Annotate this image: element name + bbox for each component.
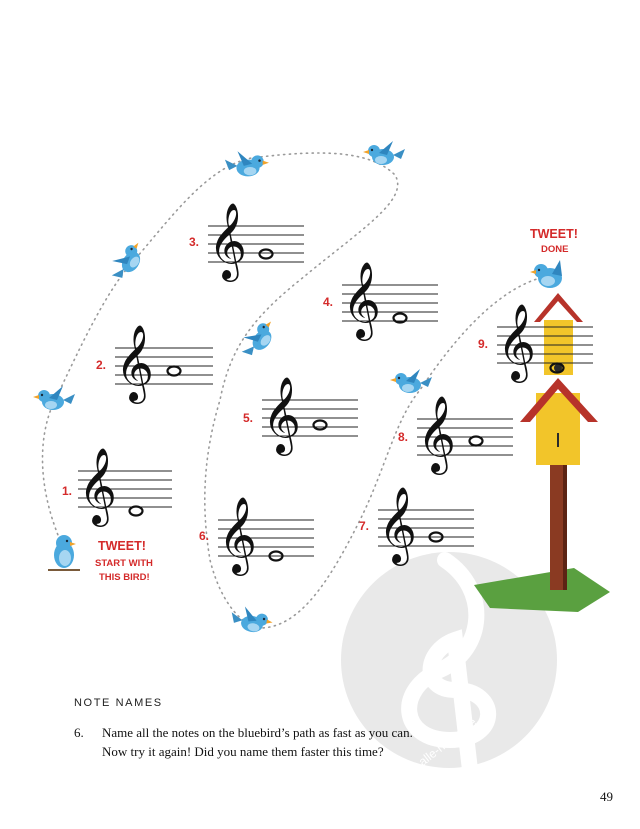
page-number: 49 <box>600 789 613 804</box>
treble-clef-icon: 𝄞 <box>497 303 537 380</box>
treble-clef-icon: 𝄞 <box>262 376 302 453</box>
staff-number: 8. <box>398 430 409 444</box>
section-heading: NOTE NAMES <box>74 697 163 709</box>
treble-clef-icon: 𝄞 <box>115 324 155 401</box>
bird-icon <box>390 369 432 393</box>
start-with-label: START WITH <box>95 558 153 569</box>
question-text-line-2: Now try it again! Did you name them faster this time? <box>102 744 384 759</box>
done-tweet-label: TWEET! <box>530 227 578 241</box>
done-label: DONE <box>541 244 569 255</box>
staff-number: 4. <box>323 295 334 309</box>
note-head <box>130 507 143 516</box>
bird-icon <box>229 604 275 635</box>
staff-5 <box>243 376 358 456</box>
staff-6 <box>199 496 314 576</box>
staff-1 <box>62 447 172 527</box>
bird-icon <box>225 151 269 176</box>
staff-number: 9. <box>478 337 489 351</box>
this-bird-label: THIS BIRD! <box>99 572 150 583</box>
treble-clef-icon: 𝄞 <box>378 486 418 563</box>
staff-4 <box>323 261 438 341</box>
bird-icon <box>33 386 75 410</box>
staff-3 <box>189 202 304 282</box>
treble-clef-icon: 𝄞 <box>417 395 457 472</box>
note-head <box>470 437 483 446</box>
note-head <box>314 421 327 430</box>
note-head <box>168 367 181 376</box>
staff-number: 3. <box>189 235 200 249</box>
treble-clef-icon: 𝄞 <box>218 496 258 573</box>
question-number: 6. <box>74 725 84 740</box>
start-tweet-label: TWEET! <box>98 539 146 553</box>
watermark-text: alle-noten.de <box>415 714 480 769</box>
done-bird-icon <box>530 260 562 288</box>
bird-icon <box>105 236 149 284</box>
note-head <box>260 250 273 259</box>
treble-clef-icon: 𝄞 <box>208 202 248 279</box>
question-text-line-1: Name all the notes on the bluebird’s path as fast as you can. <box>102 725 413 740</box>
staff-number: 7. <box>359 519 370 533</box>
treble-clef-icon: 𝄞 <box>342 261 382 338</box>
staff-2 <box>96 324 213 404</box>
bird-icon <box>236 314 281 362</box>
treble-clef-icon: 𝄞 <box>78 447 118 524</box>
bird-icon <box>363 141 405 165</box>
staff-8 <box>398 395 513 475</box>
staff-number: 2. <box>96 358 107 372</box>
staff-number: 6. <box>199 529 210 543</box>
staff-number: 5. <box>243 411 254 425</box>
start-bird-icon <box>48 535 80 570</box>
staff-number: 1. <box>62 484 73 498</box>
